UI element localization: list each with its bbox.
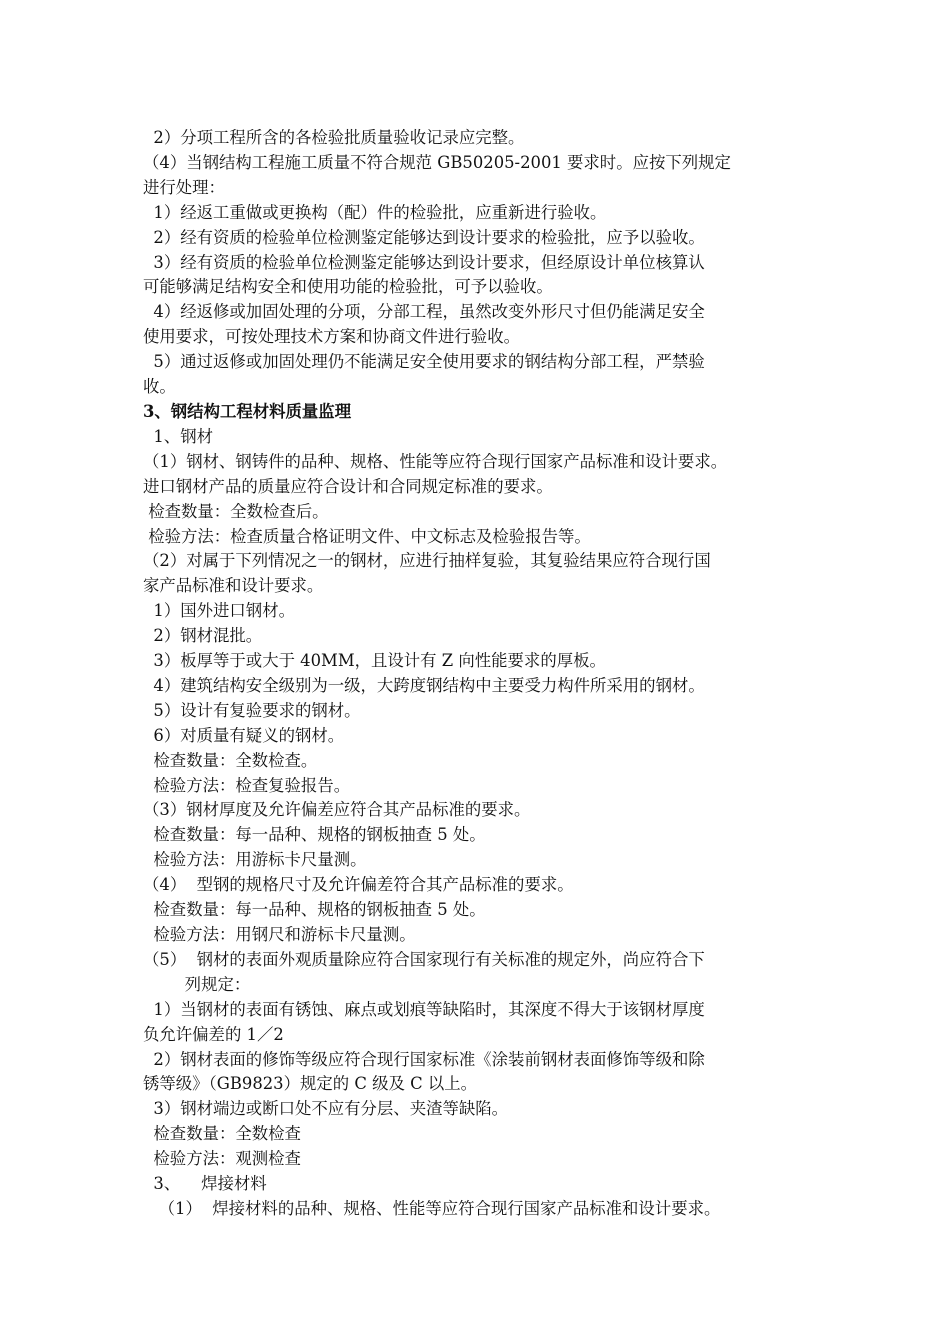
text-line: 检验方法：检查复验报告。 [143, 775, 351, 795]
text-line: （3）钢材厚度及允许偏差应符合其产品标准的要求。 [143, 800, 531, 820]
subsection-heading: 1、钢材 [143, 426, 214, 446]
text-line: 检验方法：检查质量合格证明文件、中文标志及检验报告等。 [143, 526, 591, 546]
text-line: 进行处理： [143, 177, 225, 197]
text-line: 4）建筑结构安全级别为一级，大跨度钢结构中主要受力构件所采用的钢材。 [143, 675, 705, 695]
subsection-heading: 3、 焊接材料 [143, 1174, 267, 1194]
text-line: （1） 焊接材料的品种、规格、性能等应符合现行国家产品标准和设计要求。 [143, 1198, 721, 1218]
text-line: 2）分项工程所含的各检验批质量验收记录应完整。 [143, 128, 525, 147]
text-line: 锈等级》（GB9823）规定的 C 级及 C 以上。 [143, 1074, 478, 1094]
text-line: 1）当钢材的表面有锈蚀、麻点或划痕等缺陷时，其深度不得大于该钢材厚度 [143, 999, 705, 1019]
text-line: 列规定： [143, 974, 251, 994]
text-line: 检查数量：全数检查 [143, 1124, 301, 1144]
text-line: 3）钢材端边或断口处不应有分层、夹渣等缺陷。 [143, 1099, 509, 1119]
text-line: 5）设计有复验要求的钢材。 [143, 700, 361, 720]
text-line: 2）经有资质的检验单位检测鉴定能够达到设计要求的检验批，应予以验收。 [143, 227, 705, 247]
text-line: 收。 [143, 377, 176, 397]
text-line: 检查数量：全数检查。 [143, 750, 318, 770]
text-line: 1）经返工重做或更换构（配）件的检验批，应重新进行验收。 [143, 202, 607, 222]
text-line: 检查数量：每一品种、规格的钢板抽查 5 处。 [143, 900, 486, 920]
section-heading: 3、钢结构工程材料质量监理 [143, 401, 352, 421]
text-line: 使用要求，可按处理技术方案和协商文件进行验收。 [143, 327, 520, 347]
text-line: 负允许偏差的 1／2 [143, 1024, 284, 1044]
text-line: 检查数量：全数检查后。 [143, 501, 329, 521]
text-line: （4）当钢结构工程施工质量不符合规范 GB50205-2001 要求时。应按下列规定 [143, 152, 731, 172]
text-line: 3）经有资质的检验单位检测鉴定能够达到设计要求，但经原设计单位核算认 [143, 252, 705, 272]
text-line: 5）通过返修或加固处理仍不能满足安全使用要求的钢结构分部工程，严禁验 [143, 352, 705, 372]
text-line: 2）钢材表面的修饰等级应符合现行国家标准《涂装前钢材表面修饰等级和除 [143, 1049, 705, 1069]
document-body [143, 126, 815, 1222]
text-line: 3）板厚等于或大于 40MM，且设计有 Z 向性能要求的厚板。 [143, 651, 606, 671]
text-line: 检验方法：观测检查 [143, 1149, 301, 1169]
text-line: 检验方法：用游标卡尺量测。 [143, 850, 367, 870]
text-line: （4） 型钢的规格尺寸及允许偏差符合其产品标准的要求。 [143, 875, 574, 895]
text-line: 可能够满足结构安全和使用功能的检验批，可予以验收。 [143, 277, 553, 297]
text-line: 2）钢材混批。 [143, 626, 263, 646]
text-line: 检查数量：每一品种、规格的钢板抽查 5 处。 [143, 825, 486, 845]
text-line: （5） 钢材的表面外观质量除应符合国家现行有关标准的规定外，尚应符合下 [143, 949, 705, 969]
text-line: （1）钢材、钢铸件的品种、规格、性能等应符合现行国家产品标准和设计要求。 [143, 451, 728, 471]
text-line: （2）对属于下列情况之一的钢材，应进行抽样复验，其复验结果应符合现行国 [143, 551, 711, 571]
text-line: 检验方法：用钢尺和游标卡尺量测。 [143, 925, 416, 944]
text-line: 1）国外进口钢材。 [143, 601, 295, 621]
text-line: 6）对质量有疑义的钢材。 [143, 725, 345, 745]
text-line: 4）经返修或加固处理的分项，分部工程，虽然改变外形尺寸但仍能满足安全 [143, 302, 705, 322]
text-line: 进口钢材产品的质量应符合设计和合同规定标准的要求。 [143, 476, 553, 496]
text-line: 家产品标准和设计要求。 [143, 576, 324, 596]
